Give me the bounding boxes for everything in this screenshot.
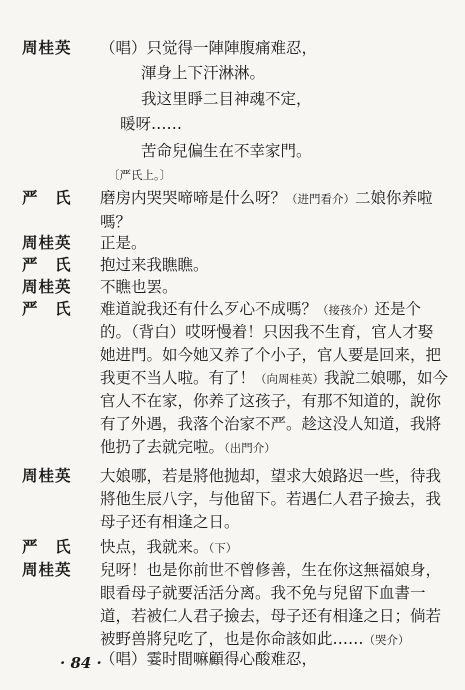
page-number: · 84 ·	[60, 654, 102, 672]
text-segment: 渾身上下汗淋淋。	[141, 64, 266, 82]
script-line	[0, 413, 465, 435]
dialogue-text	[100, 37, 317, 59]
dialogue-text	[100, 605, 441, 627]
stage-direction: 〔严氏上。〕	[108, 168, 172, 182]
text-segment: 道，若被仁人君子撿去，母子还有相逢之日；倘若	[100, 607, 442, 625]
script-line	[0, 163, 465, 185]
script-line	[0, 254, 465, 276]
script-line	[0, 298, 465, 320]
dialogue-text	[100, 436, 276, 459]
speaker-name: 严 氏	[22, 255, 72, 274]
text-segment: 磨房内哭哭啼啼是什么呀？	[100, 189, 287, 207]
speaker-name: 周桂英	[22, 277, 72, 296]
script-line	[0, 511, 465, 533]
dialogue-text	[100, 321, 433, 343]
text-segment: 將他生辰八字，与他留下。若遇仁人君子撿去，我	[100, 490, 442, 508]
text-segment: 我說二娘哪，如今	[324, 369, 449, 387]
dialogue-text	[100, 582, 426, 604]
script-line	[0, 232, 465, 254]
text-segment: 有了外遇，我落个治家不严。趁这没人知道，我將	[100, 415, 442, 433]
text-segment: 母子还有相逢之日。	[100, 513, 240, 531]
dialogue-text	[108, 163, 171, 186]
dialogue-text	[100, 187, 433, 210]
dialogue-text	[100, 254, 209, 276]
script-line	[0, 211, 465, 233]
script-line	[0, 187, 465, 209]
dialogue-text	[141, 140, 312, 162]
stage-direction: （下）	[208, 541, 238, 555]
speaker-name: 周桂英	[22, 38, 72, 57]
text-segment: 我这里睜二目神魂不定，	[141, 90, 312, 108]
text-segment: （唱）只觉得一陣陣腹痛难忍，	[100, 39, 318, 57]
text-segment: 苦命兒偏生在不幸家門。	[141, 142, 312, 160]
script-line	[0, 37, 465, 59]
dialogue-text	[100, 344, 441, 366]
stage-direction: （进門看介）	[286, 192, 356, 206]
script-line	[0, 536, 465, 558]
script-line	[0, 140, 465, 162]
script-line	[0, 559, 465, 581]
dialogue-text	[100, 232, 147, 254]
dialogue-text	[100, 413, 441, 435]
text-segment: 快点，我就来。	[100, 538, 209, 556]
script-line	[0, 465, 465, 487]
text-segment: 暖呀……	[120, 115, 183, 133]
script-line	[0, 88, 465, 110]
text-segment: 抱过来我瞧瞧。	[100, 256, 209, 274]
dialogue-text	[100, 511, 240, 533]
script-line	[0, 390, 465, 412]
speaker-name: 严 氏	[22, 537, 72, 556]
dialogue-text	[100, 298, 421, 321]
stage-direction: （接孩介）	[317, 303, 375, 317]
dialogue-text	[100, 465, 441, 487]
speaker-name: 严 氏	[22, 299, 72, 318]
text-segment: 兒呀！也是你前世不曾修善，生在你这無福娘身，	[100, 561, 442, 579]
dialogue-text	[141, 88, 312, 110]
dialogue-text	[100, 648, 317, 670]
speaker-name: 周桂英	[22, 560, 72, 579]
text-segment: 难道說我还有什么歹心不成嗎？	[100, 300, 318, 318]
script-line	[0, 436, 465, 458]
dialogue-text	[100, 488, 441, 510]
text-segment: 不瞧也罢。	[100, 278, 178, 296]
script-line	[0, 113, 465, 135]
text-segment: 被野兽將兒吃了，也是你命該如此……	[100, 630, 364, 648]
text-segment: 他扔了去就完啦。	[100, 438, 225, 456]
script-line	[0, 605, 465, 627]
dialogue-text	[100, 390, 441, 412]
text-segment: （唱）霎时間嘛顧得心酸难忍，	[100, 650, 318, 668]
text-segment: 的。（背白）哎呀慢着！只因我不生育，官人才娶	[100, 323, 434, 341]
speaker-name: 周桂英	[22, 233, 72, 252]
dialogue-text	[100, 211, 131, 233]
text-segment: 二娘你养啦	[355, 189, 433, 207]
text-segment: 眼看母子就要活活分离。我不免与兒留下血書一	[100, 584, 426, 602]
dialogue-text	[100, 536, 237, 559]
text-segment: 我更不当人啦。有了！	[100, 369, 256, 387]
script-line	[0, 344, 465, 366]
text-segment: 嗎？	[100, 213, 132, 231]
speaker-name: 周桂英	[22, 466, 72, 485]
dialogue-text	[120, 113, 182, 135]
script-line	[0, 62, 465, 84]
dialogue-text	[100, 559, 441, 581]
dialogue-text	[141, 62, 265, 84]
text-segment: 她进門。如今她又养了个小子，官人要是回来，把	[100, 346, 442, 364]
script-line	[0, 367, 465, 389]
script-line	[0, 628, 465, 650]
text-segment: 大娘哪，若是將他抛却，望求大娘路迟一些，待我	[100, 467, 442, 485]
script-line	[0, 488, 465, 510]
speaker-name: 严 氏	[22, 188, 72, 207]
script-line	[0, 321, 465, 343]
stage-direction: （向周桂英）	[255, 372, 325, 386]
text-segment: 正是。	[100, 234, 147, 252]
dialogue-text	[100, 276, 178, 298]
text-segment: 还是个	[374, 300, 422, 318]
text-segment: 官人不在家，你养了这孩子，有那不知道的，說你	[100, 392, 442, 410]
script-line	[0, 276, 465, 298]
stage-direction: （出門介）	[224, 441, 276, 455]
script-line	[0, 582, 465, 604]
dialogue-text	[100, 367, 448, 390]
stage-direction: （哭介）	[363, 633, 410, 647]
